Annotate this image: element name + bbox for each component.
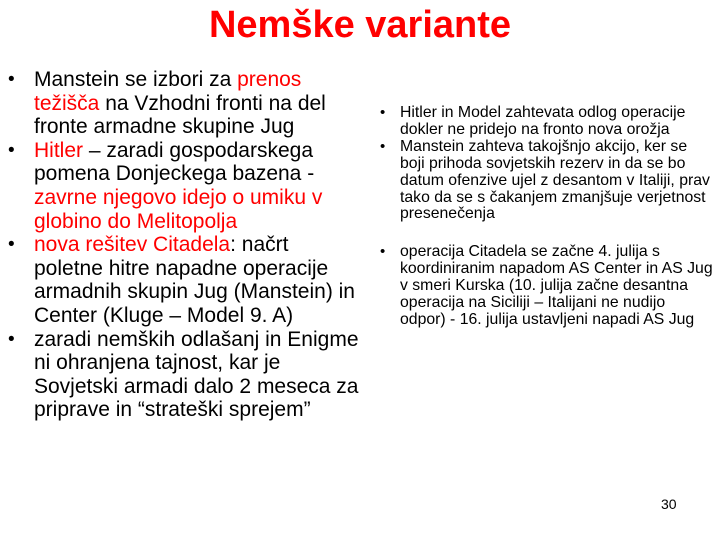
highlight-segment: zavrne njegovo idejo o umiku v globino do Melitopolja (34, 185, 323, 233)
text-segment: Manstein se izbori za (34, 68, 238, 91)
list-item (8, 328, 360, 422)
slide-title: Nemške variante (208, 4, 512, 46)
text-segment: – zaradi gospodarskega pomena Donjeckega bazena - (34, 138, 315, 186)
text-segment: na Vzhodni fronti na del fronte armadne skupine Jug (34, 91, 326, 139)
list-item: • Hitler in Model zahtevata odlog operacije dokler ne pridejo na fronto nova orožja (380, 105, 715, 139)
list-item: • Manstein zahteva takojšnjo akcijo, ker se boji prihoda sovjetskih rezerv in da se bo datum ofenzive ujel z desantom v Italiji, prav tako da se s čakanjem zmanjšuje verjetnost presenečenja (380, 139, 715, 224)
highlight-segment: nova rešitev Citadela (34, 233, 231, 257)
highlight-segment: Hitler (34, 138, 84, 162)
highlight-segment: prenos težišča (34, 68, 302, 115)
text-segment: : načrt poletne hitre napadne operacije armadnih skupin Jug (Manstein) in Center (Kluge – Model 9. A) (34, 233, 355, 327)
text-segment: zaradi nemških odlašanj in Enigme ni ohranjena tajnost, kar je Sovjetski armadi dalo 2 meseca za priprave in “strateški sprejem” (34, 327, 359, 422)
left-bullet-list (8, 68, 360, 422)
list-item (8, 68, 360, 139)
list-item (8, 139, 360, 233)
list-item (8, 233, 360, 327)
right-bullet-list (380, 105, 715, 329)
list-item: • operacija Citadela se začne 4. julija s koordiniranim napadom AS Center in AS Jug v smeri Kurska (10. julija začne desantna operacija na Siciliji – Italijani ne nudijo odpor) - 16. julija ustavljeni napadi AS Jug (380, 244, 715, 329)
page-number: 30 (661, 496, 677, 512)
